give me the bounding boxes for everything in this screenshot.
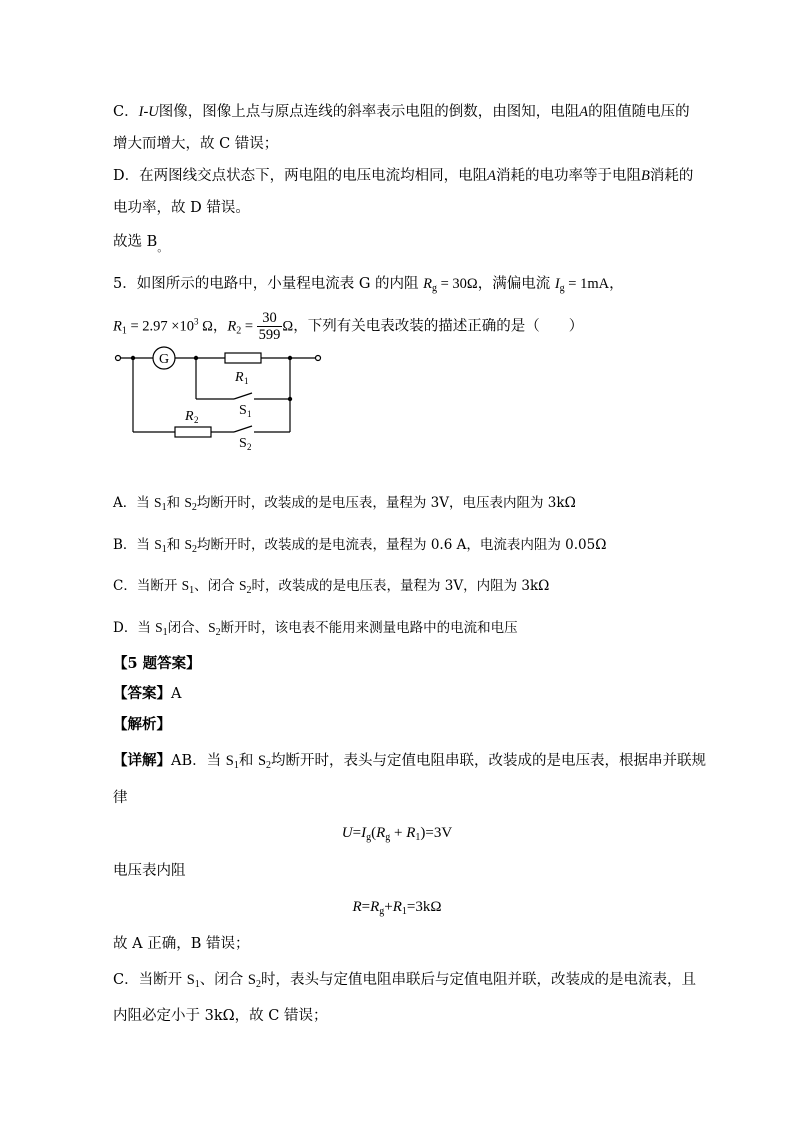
galvanometer-label: G — [158, 352, 170, 367]
s1-label: S — [239, 403, 247, 418]
resistor-r2 — [175, 427, 211, 437]
right-terminal — [316, 356, 321, 361]
switch-s1 — [234, 393, 252, 399]
equation-2: $R=R_g+R_1=3k\Omega$ — [352, 899, 442, 917]
equation-1: $U=I_g(R_g + R_1)=3V$ — [341, 825, 453, 843]
explanation-c-line-2: 增大而增大，故 C 错误； — [113, 136, 279, 152]
detail-line-1: 【详解】AB．当 $S_1$和 $S_2$均断开时，表头与定值电阻串联，改装成的是电压表，根据串并联规 — [113, 752, 707, 771]
s2-label-sub: 2 — [247, 442, 252, 452]
option-a: A．当 $S_1$和 $S_2$均断开时，改装成的是电压表，量程为 3V，电压表内阻为 3kΩ — [113, 495, 576, 513]
detail-line-2: 律 — [113, 790, 128, 806]
explanation-d-line-1: D．在两图线交点状态下，两电阻的电压电流均相同，电阻A消耗的电功率等于电阻B消耗的 — [113, 168, 694, 184]
answer-line: 【答案】A — [113, 685, 182, 702]
option-b: B．当 $S_1$和 $S_2$均断开时，改装成的是电流表，量程为 0.6 A，电流表内阻为 0.05Ω — [113, 537, 607, 555]
circuit-diagram — [113, 340, 333, 455]
s2-label: S — [239, 436, 247, 451]
choose-b-line: 故选 $B_。$ — [113, 234, 169, 254]
question-5-line-1: 5．如图所示的电路中，小量程电流表 G 的内阻 $R_g = 30\Omega$，满偏电流 $I_g = 1mA$， — [113, 276, 624, 294]
s1-label-sub: 1 — [247, 409, 252, 419]
explanation-c-line-1: C．I-U图像，图像上点与原点连线的斜率表示电阻的倒数，由图知，电阻A的阻值随电压的 — [113, 104, 690, 120]
explanation-d-line-2: 电功率，故 D 错误。 — [113, 200, 250, 216]
detail-c-line-1: C．当断开 $S_1$、闭合 $S_2$时，表头与定值电阻串联后与定值电阻并联，改装成的是电流表，且 — [113, 972, 696, 990]
answer-tag: 【5 题答案】 — [113, 655, 201, 672]
conclusion-line: 故 A 正确，B 错误； — [113, 936, 250, 952]
detail-c-line-2: 内阻必定小于 3kΩ，故 C 错误； — [113, 1008, 328, 1024]
left-terminal — [116, 356, 121, 361]
resistor-r1 — [225, 353, 261, 363]
r2-fraction: $\frac{30}{599}$ — [258, 310, 281, 343]
r1-label: R — [235, 370, 244, 385]
r2-label: R — [185, 409, 194, 424]
option-d: D．当 $S_1$闭合、$S_2$断开时，该电表不能用来测量电路中的电流和电压 — [113, 620, 518, 638]
analysis-label: 【解析】 — [113, 716, 171, 733]
r2-label-sub: 2 — [194, 415, 199, 425]
question-5-line-2: $R_1 = 2.97 \times 10^3$ Ω，$R_2$ = $\frac{30}{599}$ Ω，下列有关电表改装的描述正确的是（ ） — [113, 310, 584, 343]
voltmeter-resistance-label: 电压表内阻 — [113, 863, 186, 879]
option-c: C．当断开 $S_1$、闭合 $S_2$时，改装成的是电压表，量程为 3V，内阻为 3kΩ — [113, 578, 550, 596]
switch-s2 — [234, 426, 252, 432]
r1-label-sub: 1 — [244, 376, 249, 386]
